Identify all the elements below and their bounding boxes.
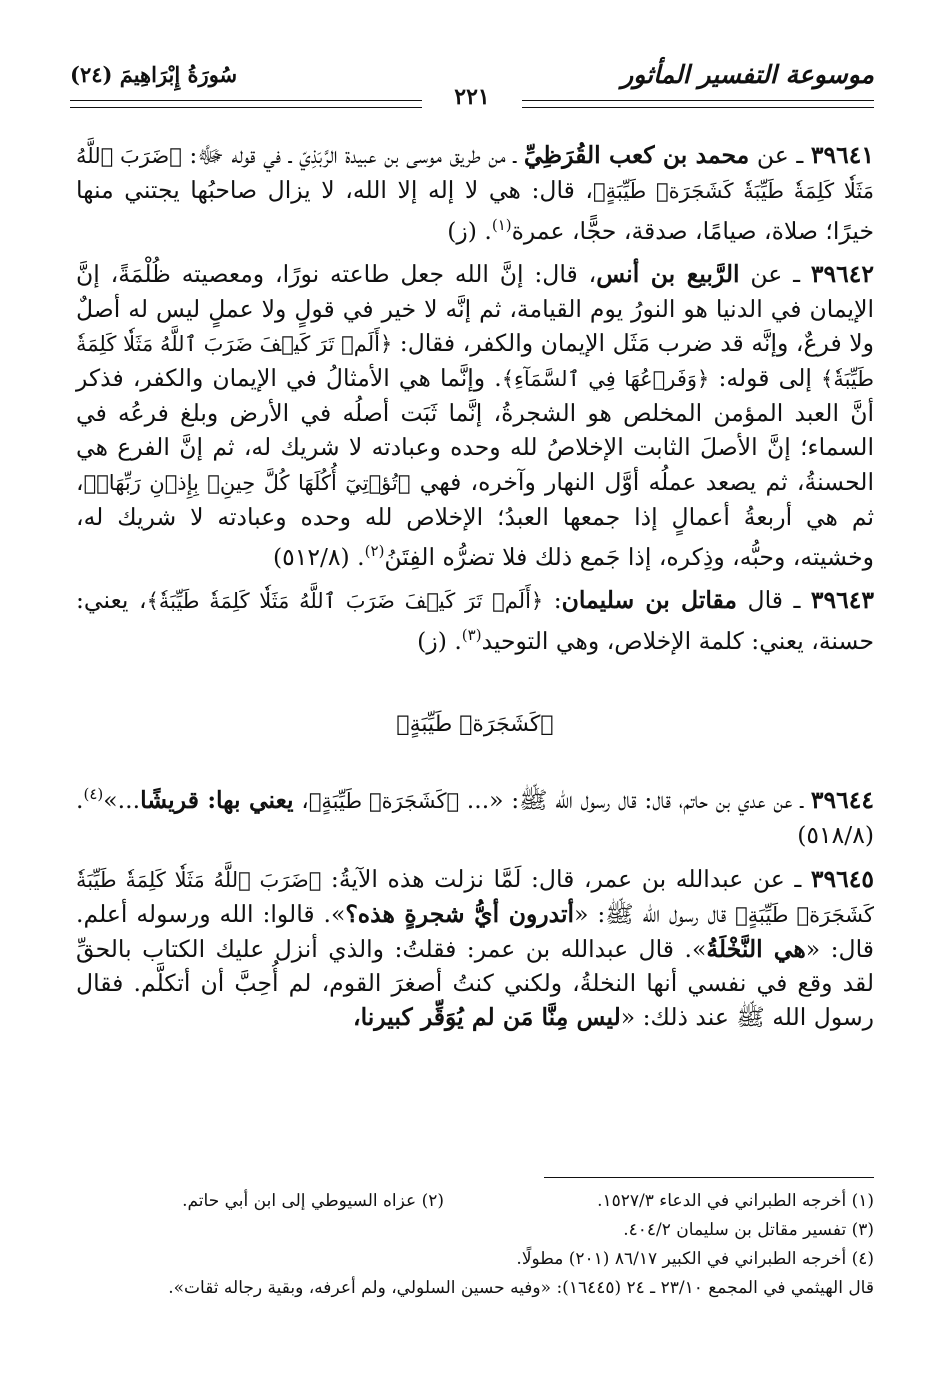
- quran-verse: ﴿أَلَمۡ تَرَ كَيۡفَ ضَرَبَ ٱللَّهُ مَثَلٗا كَلِمَةٗ طَيِّبَةٗ﴾: [76, 331, 874, 392]
- text-segment: ـ عن: [749, 141, 811, 169]
- book-title: موسوعة التفسير المأثور: [621, 60, 874, 89]
- footnote-row: [76, 1188, 874, 1214]
- text-segment: ،: [293, 786, 309, 815]
- narration-paragraph: [76, 862, 874, 1035]
- narration-number: ٣٩٦٤٢: [810, 260, 874, 289]
- bold-text: مقاتل بن سليمان: [561, 586, 738, 615]
- narration-number: ٣٩٦٤٤: [810, 786, 874, 815]
- quran-verse: ﴿ضَرَبَ ٱللَّهُ مَثَلٗا كَلِمَةٗ طَيِّبَةٗ كَشَجَرَةٖ طَيِّبَةٍ﴾: [76, 144, 874, 204]
- narration-number: ٣٩٦٤٣: [810, 586, 874, 615]
- footnote-2: (٢) عزاه السيوطي إلى ابن أبي حاتم.: [182, 1191, 444, 1211]
- footnote-1: (١) أخرجه الطبراني في الدعاء ١٥٢٧/٣.: [597, 1191, 874, 1211]
- footnote-4-continued: قال الهيثمي في المجمع ٢٣/١٠ ـ ٢٤ (١٦٤٤٥): «وفيه حسين السلولي، ولم أعرفه، وبقية رجاله ثقات».: [168, 1278, 874, 1298]
- text-segment: إلى قوله:: [709, 364, 822, 393]
- text-segment: قال رسول الله ﷺ: «: [574, 899, 736, 928]
- quran-verse: ﴿تُؤۡتِيٓ أُكُلَهَا كُلَّ حِينِۭ بِإِذۡنِ رَبِّهَاۗ﴾: [83, 470, 411, 495]
- footnote-marker: (٤): [83, 785, 104, 804]
- quran-verse: ﴿وَفَرۡعُهَا فِي ٱلسَّمَآءِ﴾: [501, 367, 710, 392]
- text-segment: ـ قال: [737, 586, 811, 615]
- footnotes: [76, 1188, 874, 1304]
- bold-text: محمد بن كعب القُرَظِيِّ: [523, 141, 750, 169]
- text-segment: ، قال: هي لا إله إلا الله، لا يزال صاحبُها يجتني منها خيرًا؛ صلاة، صيامًا، صدقة، حجًّا، عمرة: [76, 176, 874, 246]
- footnote-marker: (٢): [364, 542, 385, 561]
- header-rule-left: [70, 100, 422, 108]
- text-segment: ». قالوا: الله ورسوله أعلم. قال: «: [76, 899, 875, 963]
- text-segment: ـ عن عدي بن حاتم، قال: قال رسول الله ﷺ: «...: [459, 786, 811, 815]
- text-segment: ، ثم هي أربعةُ أعمالٍ إذا جمعها العبدُ؛ الإخلاص لله وحده وعبادته لا شريك له، وخشيته، وحبُّه، وذِكره، إذا جَمع ذلك فلا تضرُّه الفِتَنُ: [76, 467, 874, 571]
- bold-text: أتدرون أيُّ شجرةٍ هذه؟: [345, 899, 575, 928]
- quran-verse: ﴿كَشَجَرَةٖ طَيِّبَةٍ﴾: [308, 789, 460, 814]
- footnote-separator: [544, 1177, 874, 1178]
- text-segment: . وإنَّما هي الأمثالُ في الإيمان والكفر، فذكر أنَّ العبد المؤمن المخلص هو الشجرةُ، إنَّما ثَبَت أصلُه في الأرض وبلغ فرعُه في السماء؛ إنَّ الأصلَ الثابت الإخلاصُ لله وحده وعبادته لا شريك له، ثم إنَّ الفرع هي الحسنةُ، ثم يصعد عملُه أوَّل النهار وآخره، فهي: [76, 364, 874, 496]
- text-segment: ـ من طريق موسى بن عبيدة الرَّبَذِيّ ـ في قوله ﷻ:: [181, 141, 524, 169]
- text-segment: ، يعني: حسنة، يعني: كلمة الإخلاص، وهي التوحيد: [76, 586, 874, 656]
- text-segment: ...»: [103, 786, 141, 815]
- main-text: [76, 138, 874, 1044]
- page-number: ٢٢١: [454, 84, 490, 110]
- footnote-marker: (٣): [461, 626, 482, 645]
- text-segment: ، قال: إنَّ الله جعل طاعته نورًا، ومعصيته ظُلْمَةً، إنَّ الإيمان في الدنيا هو النورُ يوم القيامة، ثم إنَّه لا خير في قولٍ ولا عملٍ ليس له أصلٌ ولا فرعٌ، وإنَّه قد ضرب مَثَل الإيمان والكفر، فقال:: [76, 260, 874, 357]
- narration-paragraph: [76, 583, 874, 658]
- narration-paragraph: [76, 777, 874, 852]
- bold-text: الرَّبيع بن أنس: [596, 260, 740, 289]
- footnote-3: (٣) تفسير مقاتل بن سليمان ٤٠٤/٢.: [623, 1220, 874, 1240]
- section-heading: ﴿كَشَجَرَةٖ طَيِّبَةٍ﴾: [396, 712, 554, 738]
- bold-text: ليس مِنَّا مَن لم يُوَقِّر كبيرنا،: [353, 1003, 621, 1032]
- surah-label: سُورَةُ إِبْرَاهِيمَ (٢٤): [70, 62, 238, 87]
- footnote-4: (٤) أخرجه الطبراني في الكبير ٨٦/١٧ (٢٠١) مطولًا.: [516, 1249, 874, 1269]
- page-header: [70, 60, 874, 110]
- bold-text: هي النَّخْلَةُ: [706, 934, 806, 963]
- text-segment: ـ عن: [739, 260, 811, 289]
- text-segment: . (٥١٢/٨): [272, 542, 365, 571]
- text-segment: . (٥١٨/٨): [76, 786, 874, 850]
- quran-verse: ﴿ضَرَبَ ٱللَّهُ مَثَلٗا كَلِمَةٗ طَيِّبَةٗ كَشَجَرَةٖ طَيِّبَةٍ﴾: [76, 867, 874, 927]
- text-segment: ـ عن عبدالله بن عمر، قال: لَمَّا نزلت هذه الآيةُ:: [321, 864, 811, 893]
- narration-number: ٣٩٦٤٥: [810, 864, 874, 893]
- text-segment: :: [543, 586, 562, 615]
- text-segment: . (ز): [417, 627, 462, 656]
- narration-paragraph: [76, 257, 874, 574]
- footnote-marker: (١): [491, 216, 512, 235]
- bold-text: يعني بها: قريشًا: [140, 786, 294, 815]
- narration-number: ٣٩٦٤١: [810, 141, 874, 169]
- text-segment: ». قال عبدالله بن عمر: فقلتُ: والذي أنزل عليك الكتاب بالحقِّ لقد وقع في نفسي أنها النخلةُ، ولكني كنتُ أصغرَ القوم، لم أُحِبَّ أن أتكلَّم. فقال رسول الله ﷺ عند ذلك: «: [76, 934, 874, 1032]
- narration-paragraph: [76, 138, 874, 248]
- header-rule-right: [522, 100, 874, 108]
- text-segment: . (ز): [447, 217, 492, 246]
- quran-verse: ﴿أَلَمۡ تَرَ كَيۡفَ ضَرَبَ ٱللَّهُ مَثَلٗا كَلِمَةٗ طَيِّبَةٗ﴾: [146, 589, 544, 614]
